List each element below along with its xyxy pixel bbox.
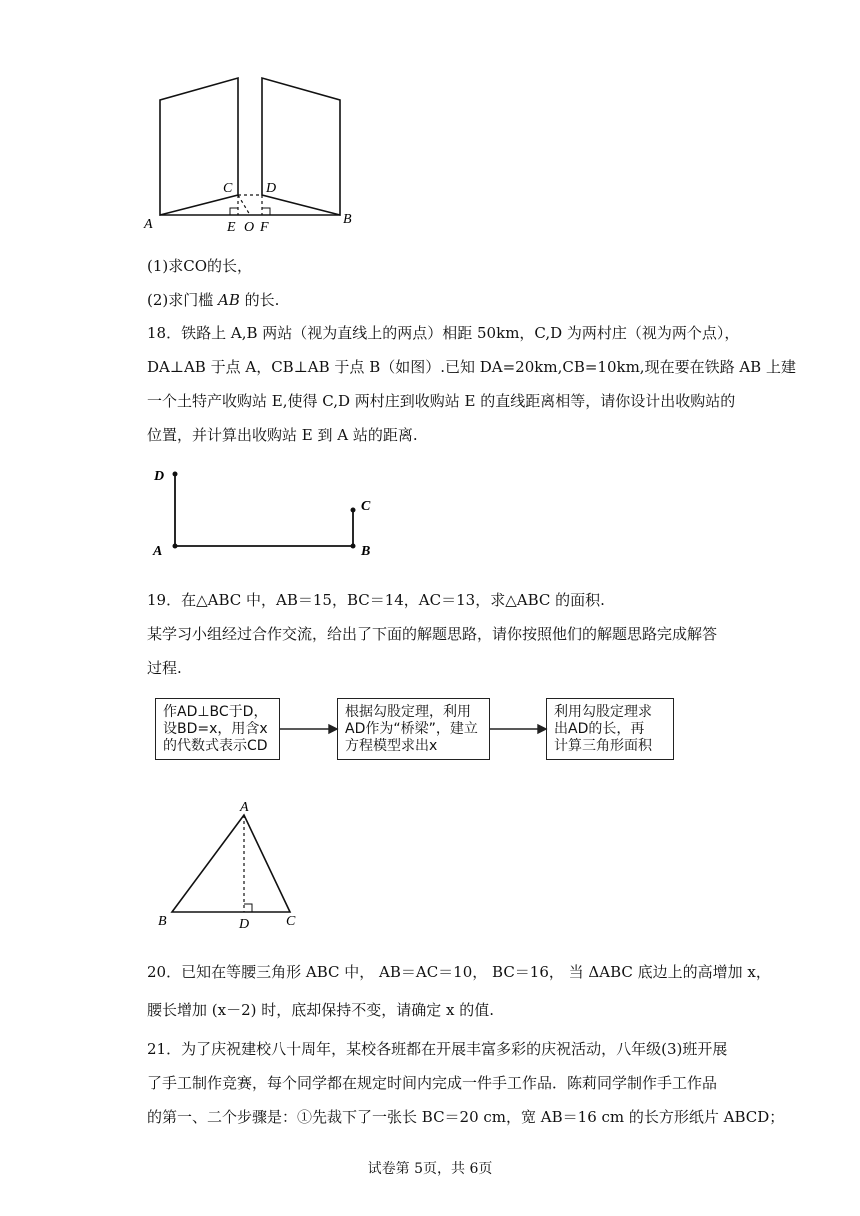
q21-line-3: 的第一、二个步骤是：①先裁下了一张长 BC＝20 cm，宽 AB＝16 cm 的长方形纸片 ABCD； xyxy=(147,1108,785,1126)
label-C: C xyxy=(223,181,233,196)
flow-arrows xyxy=(280,720,550,740)
q18-line-4: 位置，并计算出收购站 E 到 A 站的距离. xyxy=(147,426,418,444)
label-B: B xyxy=(343,212,352,227)
label-C: C xyxy=(286,914,296,929)
q18-line-1: 18．铁路上 A,B 两站（视为直线上的两点）相距 50km，C,D 为两村庄（视为两个点）， xyxy=(147,324,740,342)
q19-line-1: 19．在△ABC 中，AB＝15，BC＝14，AC＝13，求△ABC 的面积. xyxy=(147,591,605,609)
q20-line-2: 腰长增加 (x－2) 时，底却保持不变，请确定 x 的值. xyxy=(147,1001,495,1019)
label-D: D xyxy=(266,181,277,196)
q21-line-1: 21．为了庆祝建校八十周年，某校各班都在开展丰富多彩的庆祝活动，八年级(3)班开展 xyxy=(147,1040,728,1058)
triangle-figure xyxy=(150,798,310,933)
label-E: E xyxy=(227,220,236,235)
q19-line-3: 过程. xyxy=(147,659,182,677)
railway-figure xyxy=(145,462,385,562)
label-F: F xyxy=(260,220,269,235)
label-O: O xyxy=(244,220,255,235)
page-footer: 试卷第 5页，共 6页 xyxy=(367,1161,493,1177)
q21-line-2: 了手工制作竞赛，每个同学都在规定时间内完成一件手工作品．陈莉同学制作手工作品 xyxy=(147,1074,718,1092)
q18-line-3: 一个土特产收购站 E,使得 C,D 两村庄到收购站 E 的直线距离相等，请你设计出收购站的 xyxy=(147,392,736,410)
label-A: A xyxy=(240,800,249,815)
label-D: D xyxy=(154,469,165,484)
label-A: A xyxy=(144,217,153,232)
q18-line-2: DA⊥AB 于点 A，CB⊥AB 于点 B（如图）.已知 DA=20km,CB=10km,现在要在铁路 AB 上建 xyxy=(147,358,796,376)
q19-line-2: 某学习小组经过合作交流，给出了下面的解题思路，请你按照他们的解题思路完成解答 xyxy=(147,625,718,643)
flow-box-2: 根据勾股定理，利用 AD作为“桥梁”，建立 方程模型求出x xyxy=(337,698,490,760)
label-B: B xyxy=(361,544,371,559)
flow-box-3: 利用勾股定理求 出AD的长，再 计算三角形面积 xyxy=(546,698,674,760)
q20-line-1: 20．已知在等腰三角形 ABC 中， AB＝AC＝10， BC＝16， 当 ΔABC 底边上的高增加 x， xyxy=(147,963,771,981)
flow-box-1: 作AD⊥BC于D， 设BD=x，用含x 的代数式表示CD xyxy=(155,698,280,760)
q17-sub1: (1)求CO的长， xyxy=(147,257,253,275)
label-C: C xyxy=(361,499,371,514)
label-A: A xyxy=(153,544,163,559)
door-figure xyxy=(140,70,360,240)
label-D: D xyxy=(239,917,250,932)
label-B: B xyxy=(158,914,167,929)
q17-sub2: (2)求门槛 AB 的长. xyxy=(147,291,280,309)
